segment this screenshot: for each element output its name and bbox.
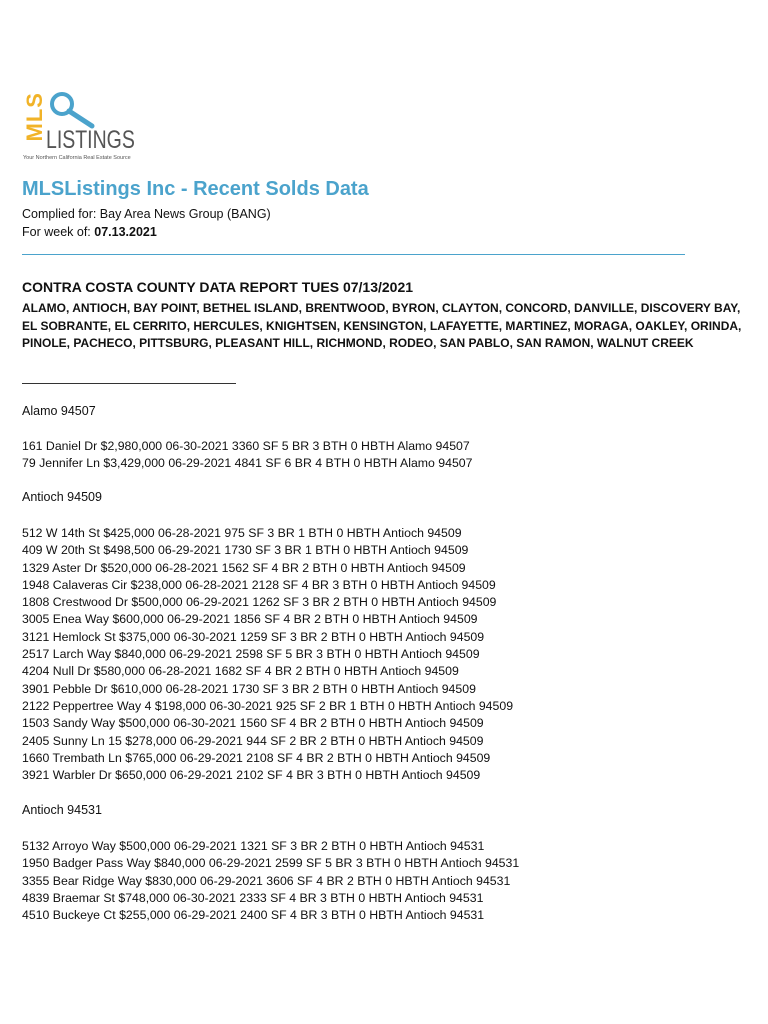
- listing-row: 3901 Pebble Dr $610,000 06-28-2021 1730 SF 3 BR 2 BTH 0 HBTH Antioch 94509: [22, 681, 476, 696]
- listing-row: 1950 Badger Pass Way $840,000 06-29-2021 2599 SF 5 BR 3 BTH 0 HBTH Antioch 94531: [22, 856, 520, 871]
- listing-row: 3121 Hemlock St $375,000 06-30-2021 1259 SF 3 BR 2 BTH 0 HBTH Antioch 94509: [22, 629, 485, 644]
- listing-row: 3005 Enea Way $600,000 06-29-2021 1856 SF 4 BR 2 BTH 0 HBTH Antioch 94509: [22, 612, 478, 627]
- listing-row: 3921 Warbler Dr $650,000 06-29-2021 2102 SF 4 BR 3 BTH 0 HBTH Antioch 94509: [22, 768, 481, 783]
- listing-row: 2517 Larch Way $840,000 06-29-2021 2598 SF 5 BR 3 BTH 0 HBTH Antioch 94509: [22, 647, 480, 662]
- compiled-for-line: Complied for: Bay Area News Group (BANG): [22, 207, 271, 221]
- listing-row: 1808 Crestwood Dr $500,000 06-29-2021 1262 SF 3 BR 2 BTH 0 HBTH Antioch 94509: [22, 595, 497, 610]
- listing-row: 1329 Aster Dr $520,000 06-28-2021 1562 SF 4 BR 2 BTH 0 HBTH Antioch 94509: [22, 560, 466, 575]
- listing-row: 4839 Braemar St $748,000 06-30-2021 2333 SF 4 BR 3 BTH 0 HBTH Antioch 94531: [22, 890, 484, 905]
- section-heading-antioch-94509: Antioch 94509: [22, 490, 102, 504]
- listing-row: 2122 Peppertree Way 4 $198,000 06-30-2021 925 SF 2 BR 1 BTH 0 HBTH Antioch 94509: [22, 698, 514, 713]
- week-label: For week of:: [22, 225, 95, 239]
- header-divider: [22, 254, 685, 255]
- listing-row: 1660 Trembath Ln $765,000 06-29-2021 2108 SF 4 BR 2 BTH 0 HBTH Antioch 94509: [22, 750, 491, 765]
- page-title: MLSListings Inc - Recent Solds Data: [22, 178, 369, 200]
- listing-row: 5132 Arroyo Way $500,000 06-29-2021 1321 SF 3 BR 2 BTH 0 HBTH Antioch 94531: [22, 839, 485, 853]
- listing-row: 1948 Calaveras Cir $238,000 06-28-2021 2128 SF 4 BR 3 BTH 0 HBTH Antioch 94509: [22, 577, 496, 592]
- logo-mls-text: MLS: [22, 92, 47, 142]
- logo-listings-text: LISTINGS: [46, 126, 135, 154]
- listing-row: 79 Jennifer Ln $3,429,000 06-29-2021 4841 SF 6 BR 4 BTH 0 HBTH Alamo 94507: [22, 456, 473, 471]
- listing-row: 512 W 14th St $425,000 06-28-2021 975 SF 3 BR 1 BTH 0 HBTH Antioch 94509: [22, 526, 462, 540]
- report-heading: CONTRA COSTA COUNTY DATA REPORT TUES 07/13/2021: [22, 279, 414, 295]
- magnifier-icon: [48, 90, 98, 130]
- listing-row: 3355 Bear Ridge Way $830,000 06-29-2021 3606 SF 4 BR 2 BTH 0 HBTH Antioch 94531: [22, 873, 511, 888]
- listing-row: 409 W 20th St $498,500 06-29-2021 1730 SF 3 BR 1 BTH 0 HBTH Antioch 94509: [22, 543, 469, 558]
- week-line: [22, 225, 157, 239]
- listing-list-antioch-94531: [22, 838, 519, 924]
- week-value: 07.13.2021: [94, 225, 157, 239]
- listing-row: 4204 Null Dr $580,000 06-28-2021 1682 SF 4 BR 2 BTH 0 HBTH Antioch 94509: [22, 664, 459, 679]
- listing-row: 4510 Buckeye Ct $255,000 06-29-2021 2400 SF 4 BR 3 BTH 0 HBTH Antioch 94531: [22, 908, 485, 923]
- listing-list-antioch-94509: [22, 525, 513, 784]
- section-heading-alamo-94507: Alamo 94507: [22, 404, 96, 418]
- mlslistings-logo: [22, 90, 152, 165]
- listing-row: 2405 Sunny Ln 15 $278,000 06-29-2021 944 SF 2 BR 2 BTH 0 HBTH Antioch 94509: [22, 733, 484, 748]
- section-heading-antioch-94531: Antioch 94531: [22, 803, 102, 817]
- listing-row: 161 Daniel Dr $2,980,000 06-30-2021 3360 SF 5 BR 3 BTH 0 HBTH Alamo 94507: [22, 439, 470, 453]
- logo-tagline: Your Northern California Real Estate Source: [23, 155, 131, 161]
- section-divider: [22, 383, 236, 384]
- city-list: ALAMO, ANTIOCH, BAY POINT, BETHEL ISLAND, BRENTWOOD, BYRON, CLAYTON, CONCORD, DANVILLE, DISCOVERY BAY, EL SOBRANTE, EL CERRITO, HERCULES, KNIGHTSEN, KENSINGTON, LAFAYETTE, MARTINEZ, MORAGA, OAKLEY, ORINDA, PINOLE, PACHECO, PITTSBURG, PLEASANT HILL, RICHMOND, RODEO, SAN PABLO, SAN RAMON, WALNUT CREEK: [22, 301, 742, 350]
- listing-row: 1503 Sandy Way $500,000 06-30-2021 1560 SF 4 BR 2 BTH 0 HBTH Antioch 94509: [22, 716, 484, 731]
- listing-list-alamo-94507: [22, 438, 473, 473]
